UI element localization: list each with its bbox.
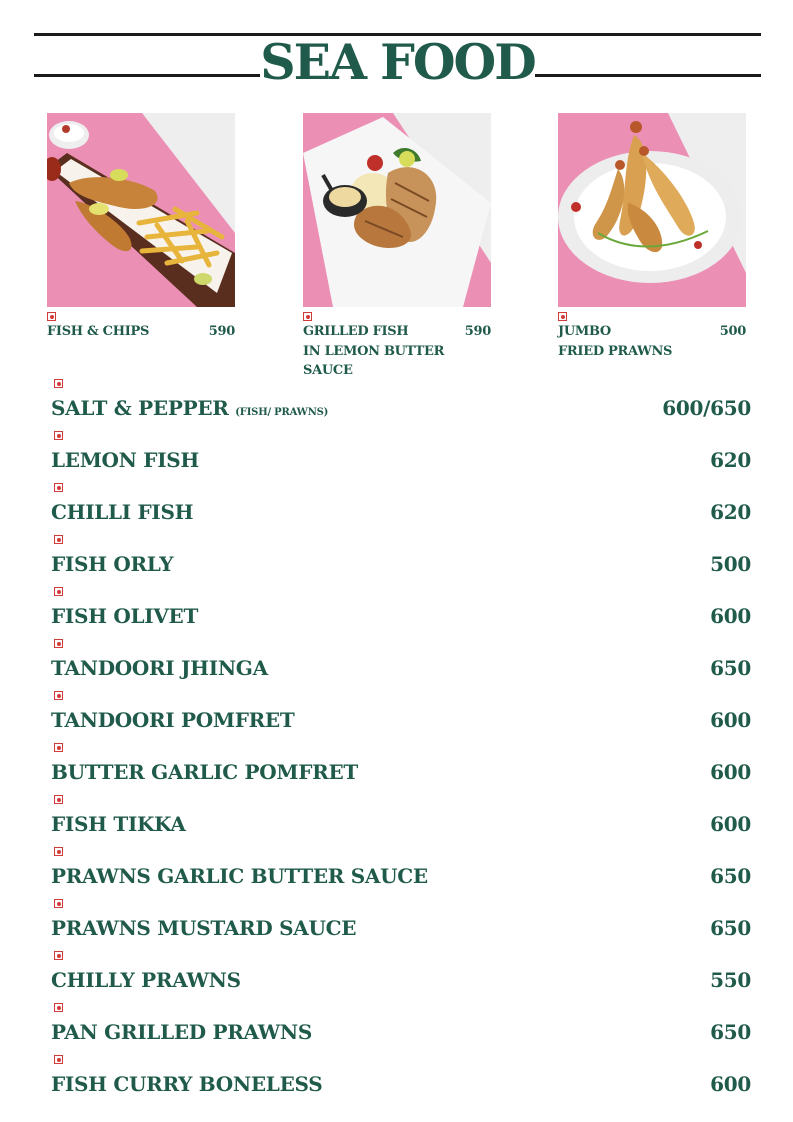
- menu-item-name: PAN GRILLED PRAWNS: [51, 1020, 313, 1044]
- item-marker: [54, 951, 63, 960]
- menu-item-name: LEMON FISH: [51, 448, 200, 472]
- menu-item-note: (FISH/ PRAWNS): [235, 407, 329, 418]
- menu-item-price: 600/650: [662, 396, 751, 420]
- item-marker: [47, 312, 56, 321]
- page-title: SEA FOOD: [260, 33, 535, 91]
- menu-item-name: SALT & PEPPER (FISH/ PRAWNS): [51, 396, 329, 420]
- grilled-fish-photo: [303, 113, 491, 307]
- featured-price-grilled-fish: 590: [464, 324, 491, 339]
- item-marker: [54, 483, 63, 492]
- menu-item-price: 500: [710, 552, 751, 576]
- menu-item-name: TANDOORI POMFRET: [51, 708, 295, 732]
- title-divider-right: [535, 74, 761, 77]
- menu-item-name: BUTTER GARLIC POMFRET: [51, 760, 358, 784]
- item-marker: [54, 639, 63, 648]
- menu-item-name: FISH CURRY BONELESS: [51, 1072, 323, 1096]
- item-marker: [303, 312, 312, 321]
- menu-item-price: 600: [710, 604, 751, 628]
- menu-item-price: 550: [710, 968, 751, 992]
- menu-item-price: 650: [710, 916, 751, 940]
- menu-item-price: 600: [710, 812, 751, 836]
- menu-item-name: TANDOORI JHINGA: [51, 656, 268, 680]
- menu-item-price: 620: [710, 500, 751, 524]
- menu-item-name: CHILLY PRAWNS: [51, 968, 241, 992]
- featured-price-fish-and-chips: 590: [208, 324, 235, 339]
- menu-item-price: 600: [710, 1072, 751, 1096]
- menu-item-price: 650: [710, 1020, 751, 1044]
- item-marker: [54, 847, 63, 856]
- featured-name-fish-and-chips: FISH & CHIPS: [47, 324, 150, 339]
- item-marker: [54, 431, 63, 440]
- title-divider-left: [34, 74, 260, 77]
- menu-item-price: 600: [710, 708, 751, 732]
- menu-item-price: 620: [710, 448, 751, 472]
- item-marker: [558, 312, 567, 321]
- fried-prawns-photo: [558, 113, 746, 307]
- featured-name-grilled-fish: GRILLED FISH IN LEMON BUTTER SAUCE: [303, 324, 445, 378]
- menu-item-name: FISH OLIVET: [51, 604, 199, 628]
- featured-price-fried-prawns: 500: [719, 324, 746, 339]
- item-marker: [54, 795, 63, 804]
- item-marker: [54, 899, 63, 908]
- menu-item-price: 650: [710, 864, 751, 888]
- fish-and-chips-photo: [47, 113, 235, 307]
- item-marker: [54, 587, 63, 596]
- menu-item-price: 600: [710, 760, 751, 784]
- menu-item-name: FISH ORLY: [51, 552, 174, 576]
- item-marker: [54, 535, 63, 544]
- menu-item-name: FISH TIKKA: [51, 812, 186, 836]
- menu-item-name: PRAWNS MUSTARD SAUCE: [51, 916, 357, 940]
- menu-item-name: CHILLI FISH: [51, 500, 194, 524]
- item-marker: [54, 379, 63, 388]
- featured-name-fried-prawns: JUMBO FRIED PRAWNS: [558, 324, 673, 359]
- item-marker: [54, 1003, 63, 1012]
- menu-item-name: PRAWNS GARLIC BUTTER SAUCE: [51, 864, 428, 888]
- menu-item-price: 650: [710, 656, 751, 680]
- item-marker: [54, 743, 63, 752]
- item-marker: [54, 1055, 63, 1064]
- item-marker: [54, 691, 63, 700]
